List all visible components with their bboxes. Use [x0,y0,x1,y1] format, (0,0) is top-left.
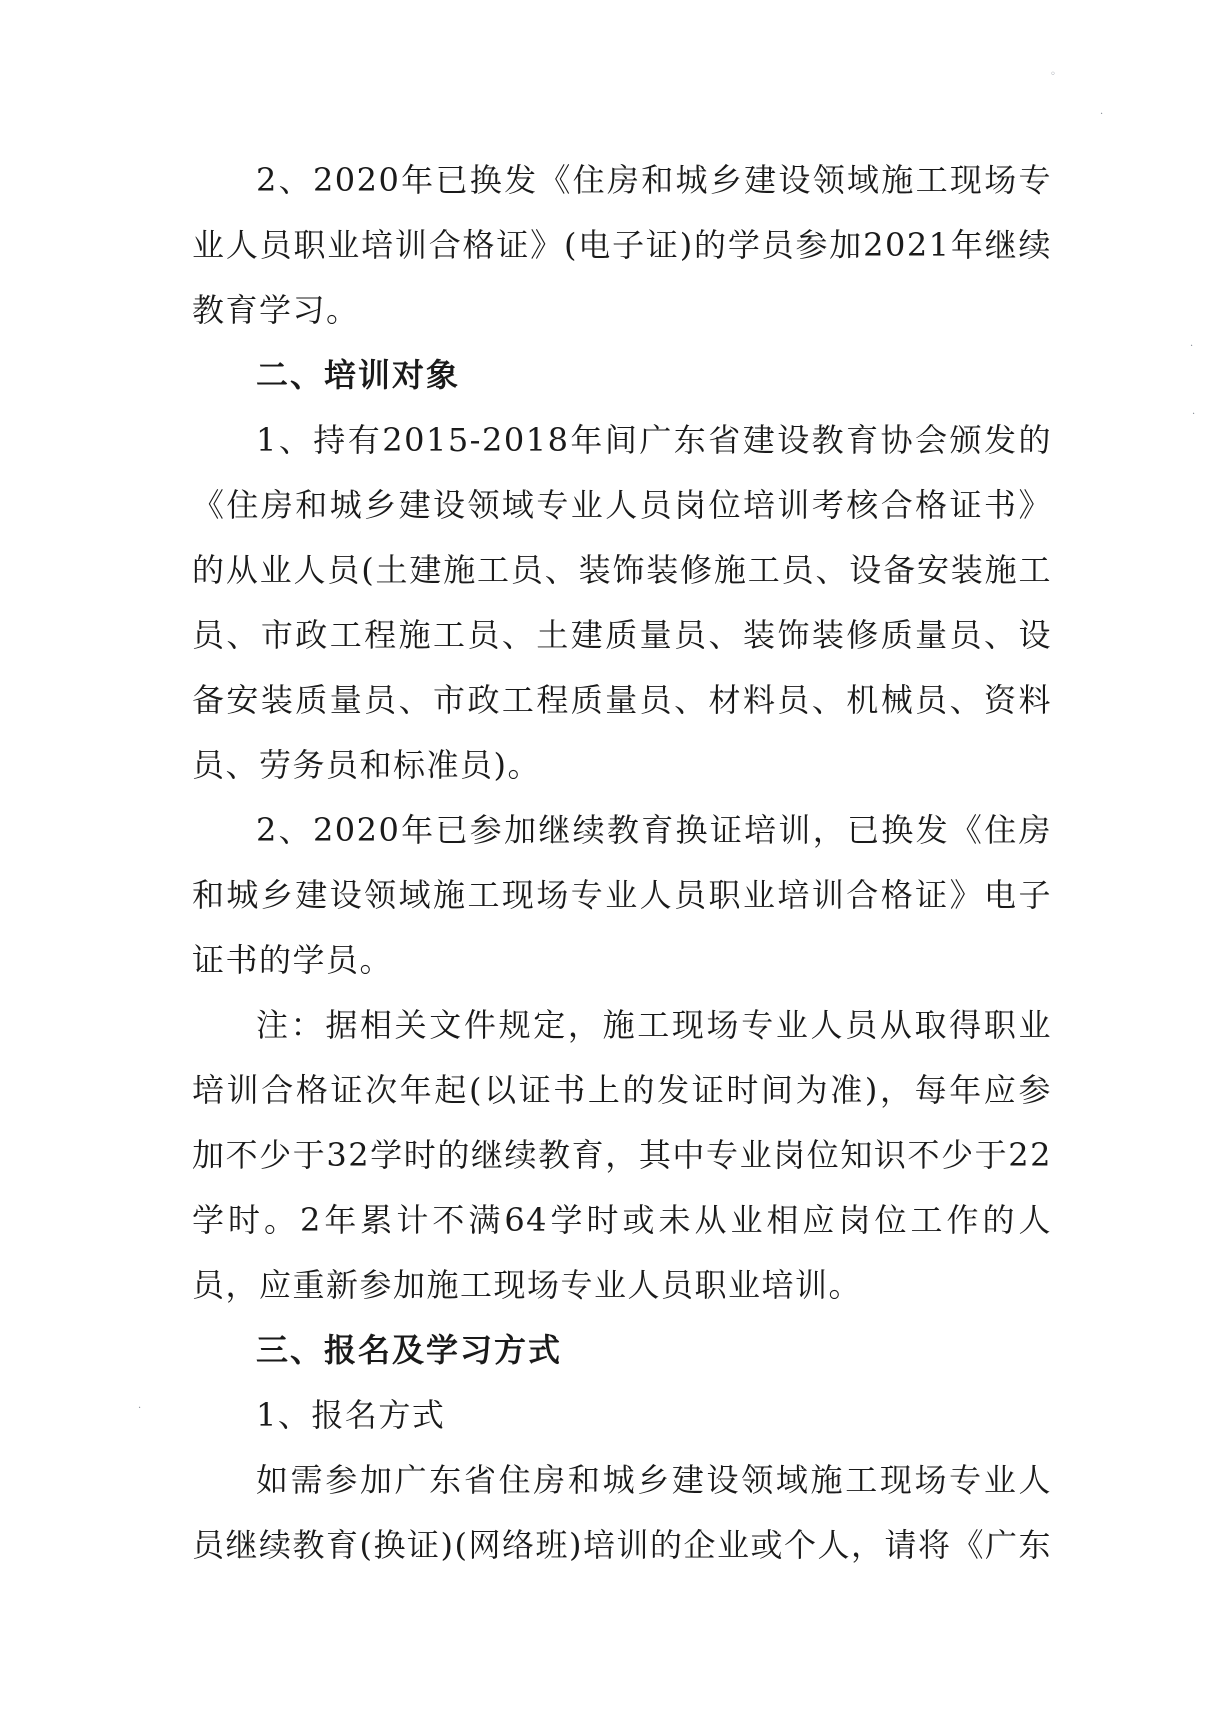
section-heading-training-targets: 二、培训对象 [256,356,461,394]
paragraph-renewal-2020: 2、2020年已换发《住房和城乡建设领域施工现场专业人员职业培训合格证》(电子证)的学员参加2021年继续教育学习。 [192,161,1052,329]
scan-speck: · [1192,409,1196,420]
paragraph-certificate-holders: 1、持有2015-2018年间广东省建设教育协会颁发的《住房和城乡建设领域专业人员岗位培训考核合格证书》的从业人员(土建施工员、装饰装修施工员、设备安装施工员、市政工程施工员、土建质量员、装饰装修质量员、设备安装质量员、市政工程质量员、材料员、机械员、资料员、劳务员和标准员)。 [192,421,1052,784]
scan-speck: ◦ [1050,69,1056,80]
scan-speck: · [1190,341,1194,352]
document-body [192,148,1052,1578]
section-heading-registration: 三、报名及学习方式 [256,1331,563,1369]
paragraph-renewal-participants: 2、2020年已参加继续教育换证培训，已换发《住房和城乡建设领域施工现场专业人员职业培训合格证》电子证书的学员。 [192,811,1052,979]
scan-speck: · [1100,109,1104,120]
paragraph-note: 注：据相关文件规定，施工现场专业人员从取得职业培训合格证次年起(以证书上的发证时间为准)，每年应参加不少于32学时的继续教育，其中专业岗位知识不少于22学时。2年累计不满64学时或未从业相应岗位工作的人员，应重新参加施工现场专业人员职业培训。 [192,1006,1052,1304]
scan-speck: · [138,1403,142,1414]
subheading-registration-method: 1、报名方式 [256,1396,446,1434]
paragraph-registration-instructions: 如需参加广东省住房和城乡建设领域施工现场专业人员继续教育(换证)(网络班)培训的企业或个人，请将《广东 [192,1461,1052,1564]
